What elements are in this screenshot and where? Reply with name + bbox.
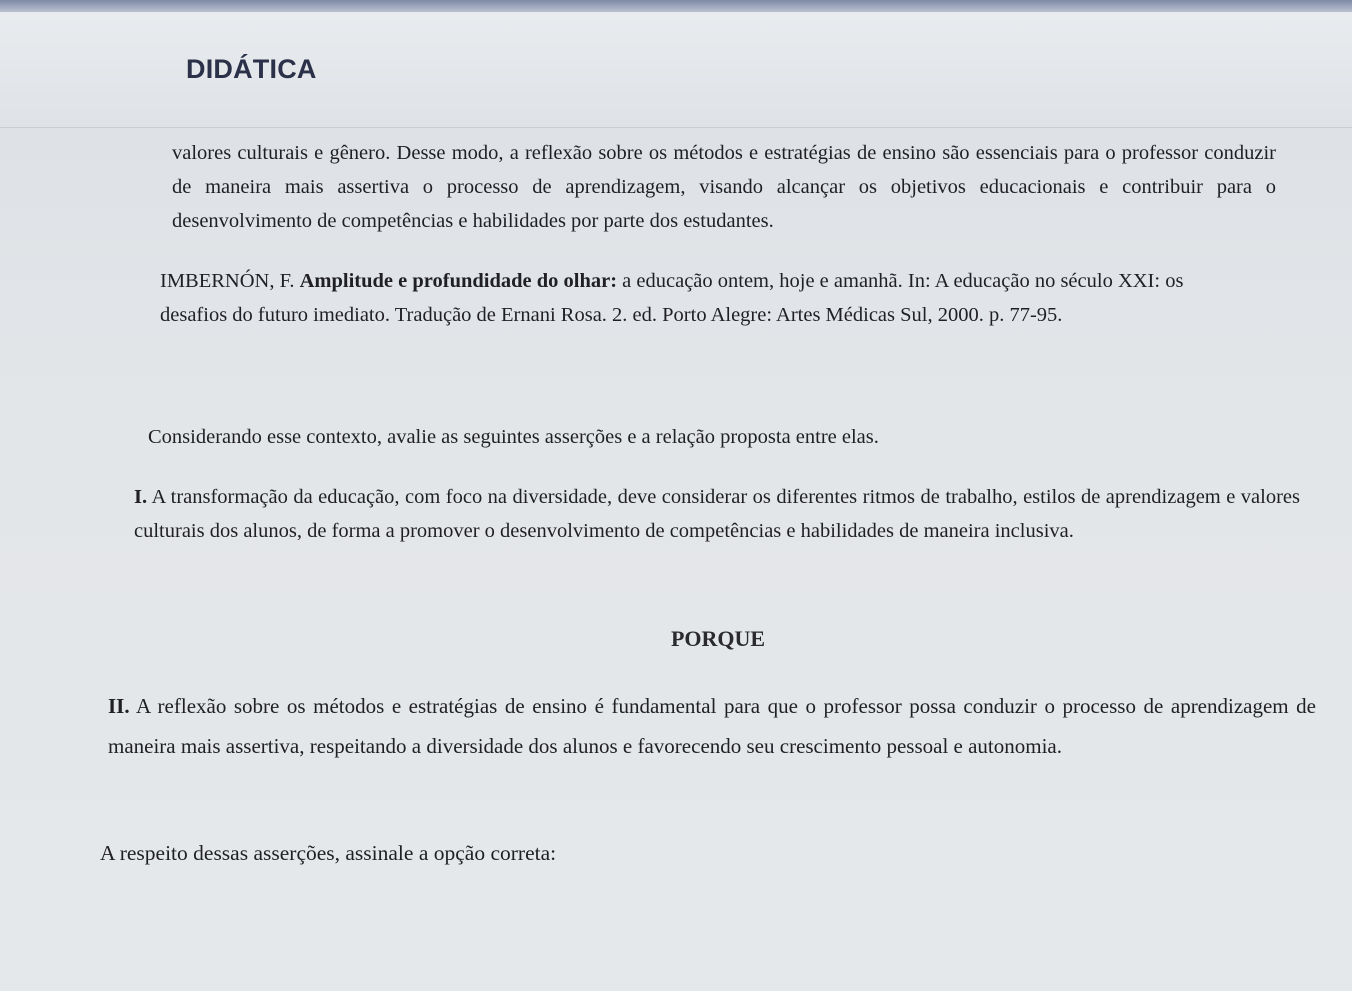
- reference-details: a educação ontem, hoje e amanhã. In: A educação no século XXI: os desafios do futuro imediato. Tradução de Ernani Rosa. 2. ed. Porto Alegre: Artes Médicas Sul, 2000. p. 77-95.: [160, 270, 1184, 326]
- page-title: DIDÁTICA: [186, 54, 317, 84]
- reference-paragraph: [160, 264, 1252, 332]
- assertion-ii: [108, 686, 1316, 766]
- intro-paragraph: valores culturais e gênero. Desse modo, a reflexão sobre os métodos e estratégias de ensino são essenciais para o professor conduzir de maneira mais assertiva o processo de aprendizagem, visando alcançar os objetivos educacionais e contribuir para o desenvolvimento de competências e habilidades por parte dos estudantes.: [172, 142, 1276, 232]
- assertion-i-label: I.: [134, 486, 148, 508]
- window-top-strip: [0, 0, 1352, 12]
- reference-title: Amplitude e profundidade do olhar:: [299, 270, 618, 292]
- question-prompt: A respeito dessas asserções, assinale a opção correta:: [100, 841, 557, 865]
- consider-statement: Considerando esse contexto, avalie as seguintes asserções e a relação proposta entre elas.: [148, 426, 879, 448]
- connector-porque: PORQUE: [670, 626, 766, 651]
- assertion-i-text: A transformação da educação, com foco na diversidade, deve considerar os diferentes ritmos de trabalho, estilos de aprendizagem e valores culturais dos alunos, de forma a promover o desenvolvimento de competências e habilidades de maneira inclusiva.: [134, 486, 1300, 542]
- page-header: [0, 12, 1352, 128]
- assertion-i: [134, 480, 1300, 548]
- assertion-ii-label: II.: [108, 694, 130, 718]
- question-content: [0, 128, 1352, 991]
- assertion-ii-text: A reflexão sobre os métodos e estratégias de ensino é fundamental para que o professor possa conduzir o processo de aprendizagem de maneira mais assertiva, respeitando a diversidade dos alunos e favorecendo seu crescimento pessoal e autonomia.: [108, 694, 1317, 758]
- reference-author: IMBERNÓN, F.: [160, 270, 295, 292]
